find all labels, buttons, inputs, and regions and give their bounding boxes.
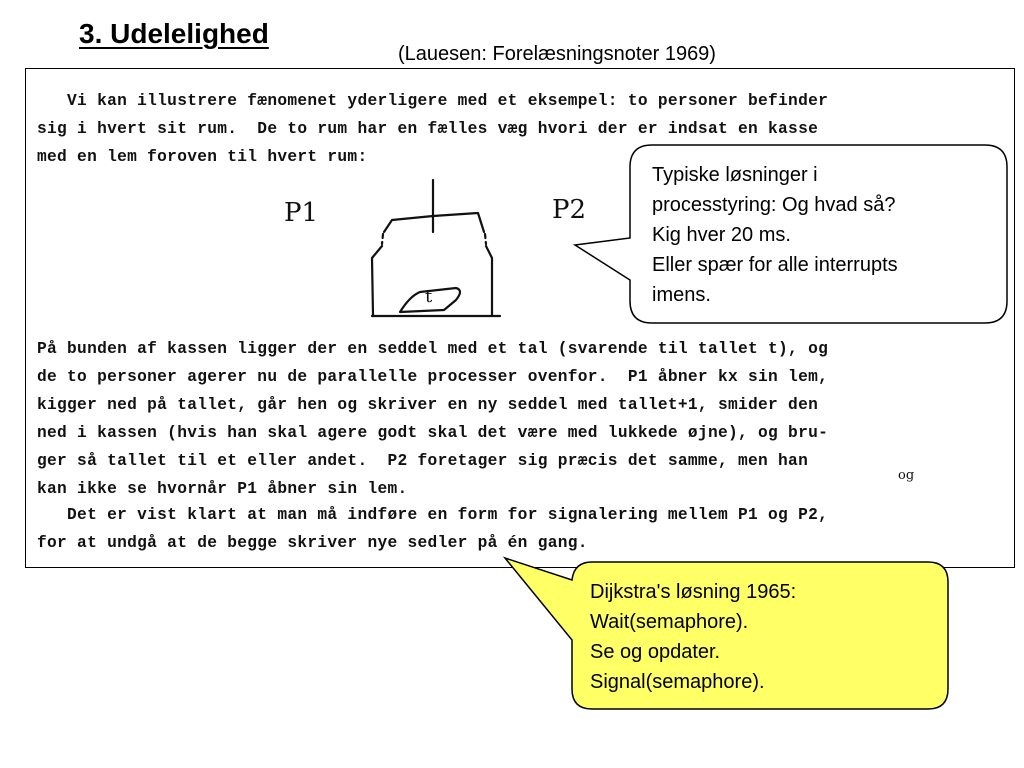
scan-text-line: På bunden af kassen ligger der en seddel med et tal (svarende til tallet t), og (37, 340, 829, 358)
callout-yellow-line: Se og opdater. (590, 641, 721, 663)
callout-white-line: Kig hver 20 ms. (652, 224, 791, 246)
scan-text-line: med en lem foroven til hvert rum: (37, 148, 368, 166)
scan-text-line: sig i hvert sit rum. De to rum har en fælles væg hvori der er indsat en kasse (37, 120, 819, 138)
label-p2: P2 (552, 195, 587, 225)
callout-white-line: processtyring: Og hvad så? (652, 194, 896, 216)
callout-yellow-text (590, 577, 796, 697)
callout-white-line: Typiske løsninger i (652, 164, 818, 186)
label-p1: P1 (284, 198, 319, 228)
handwritten-correction: og (898, 468, 915, 483)
scan-text-line: Det er vist klart at man må indføre en form for signalering mellem P1 og P2, (37, 506, 829, 524)
scan-text-line: ned i kassen (hvis han skal agere godt skal det være med lukkede øjne), og bru- (37, 424, 829, 442)
scan-text-line: de to personer agerer nu de parallelle processer ovenfor. P1 åbner kx sin lem, (37, 368, 829, 386)
scan-text-line: kan ikke se hvornår P1 åbner sin lem. (37, 480, 408, 498)
label-box-t: t (425, 286, 433, 307)
scan-text-line: Vi kan illustrere fænomenet yderligere med et eksempel: to personer befinder (37, 92, 829, 110)
callout-yellow-line: Dijkstra's løsning 1965: (590, 581, 797, 603)
scan-text-line: for at undgå at de begge skriver nye sedler på én gang. (37, 534, 588, 552)
callout-white-line: imens. (652, 284, 711, 306)
callout-yellow-line: Signal(semaphore). (590, 671, 765, 693)
callout-yellow-line: Wait(semaphore). (590, 611, 749, 633)
callout-white-line: Eller spær for alle interrupts (652, 254, 898, 276)
scan-text-line: kigger ned på tallet, går hen og skriver en ny seddel med tallet+1, smider den (37, 396, 819, 414)
scan-text-line: ger så tallet til et eller andet. P2 foretager sig præcis det samme, men han (37, 452, 809, 470)
slide-subtitle: (Lauesen: Forelæsningsnoter 1969) (398, 43, 716, 65)
slide-title: 3. Udelelighed (79, 18, 269, 49)
